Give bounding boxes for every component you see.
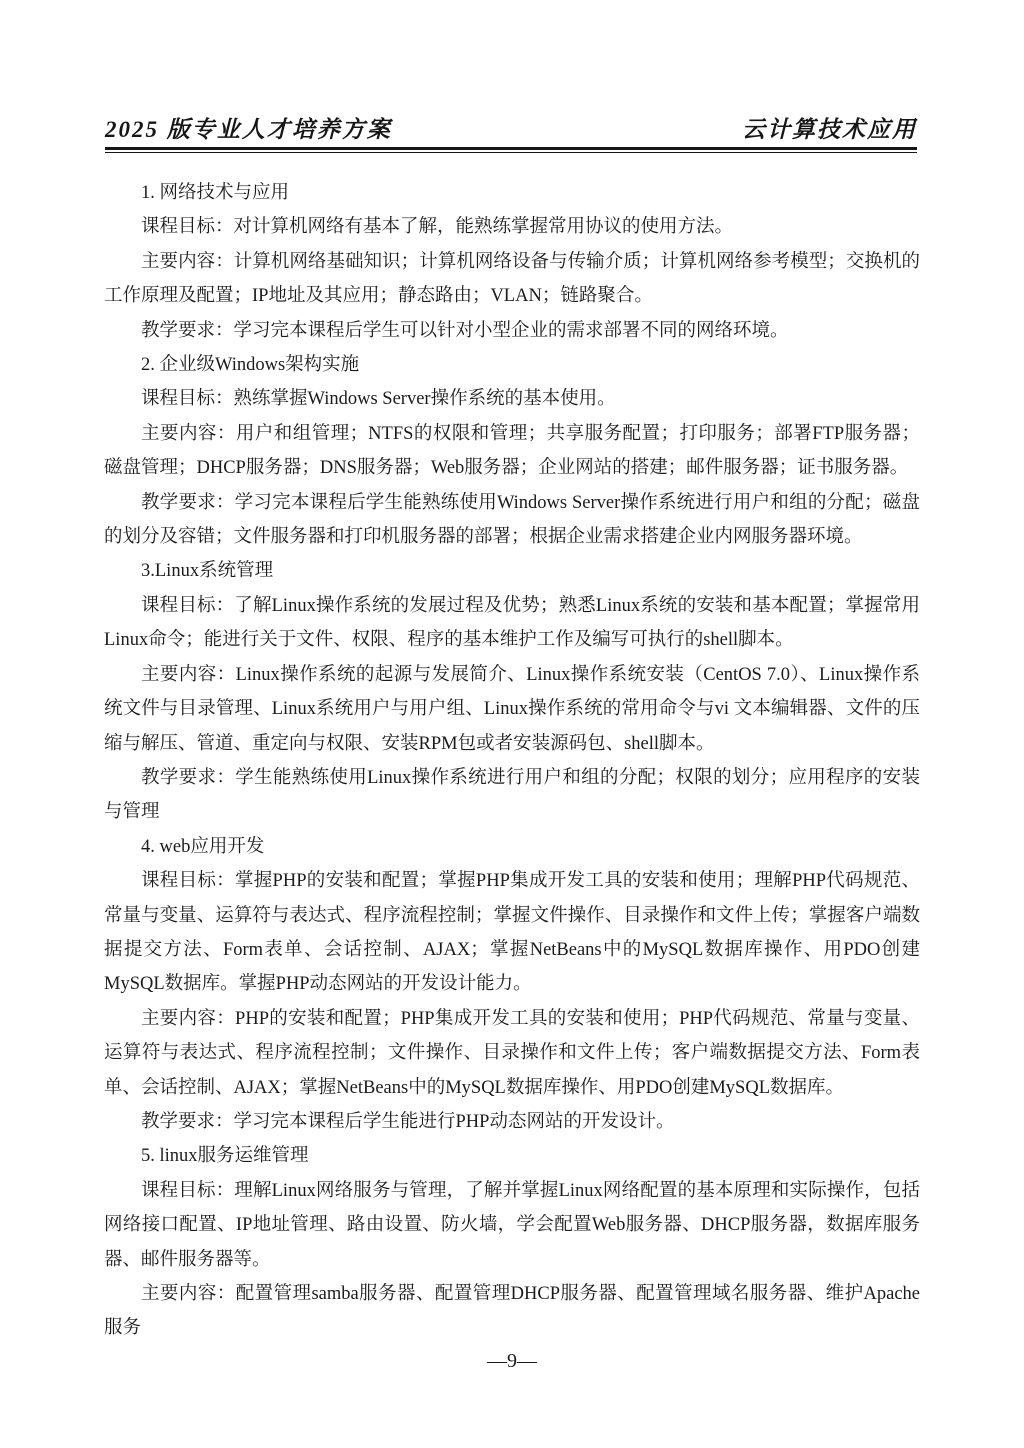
paragraph: 教学要求：学生能熟练使用Linux操作系统进行用户和组的分配；权限的划分；应用程序的安装与管理 [104,767,920,823]
paragraph: 主要内容：配置管理samba服务器、配置管理DHCP服务器、配置管理域名服务器、维护Apache服务 [104,1284,920,1339]
page-header [105,116,917,143]
paragraph: 教学要求：学习完本课程后学生能熟练使用Windows Server操作系统进行用户和组的分配；磁盘的划分及容错；文件服务器和打印机服务器的部署；根据企业需求搭建企业内网服务器环境。 [104,492,920,548]
section-heading: 5. linux服务运维管理 [141,1146,309,1167]
header-left-title: 2025 版专业人才培养方案 [105,117,392,142]
paragraph: 课程目标：熟练掌握Windows Server操作系统的基本使用。 [141,389,616,410]
paragraph: 课程目标：了解Linux操作系统的发展过程及优势；熟悉Linux系统的安装和基本配置；掌握常用Linux命令；能进行关于文件、权限、程序的基本维护工作及编写可执行的shell脚本。 [104,595,920,651]
paragraph: 主要内容：Linux操作系统的起源与发展简介、Linux操作系统安装（CentOS 7.0）、Linux操作系统文件与目录管理、Linux系统用户与用户组、Linux操作系统的常用命令与vi 文本编辑器、文件的压缩与解压、管道、重定向与权限、安装RPM包或者安装源码包、shell脚本。 [104,664,920,754]
section-heading: 4. web应用开发 [141,836,265,857]
section-heading: 3.Linux系统管理 [141,561,274,582]
paragraph: 课程目标：理解Linux网络服务与管理，了解并掌握Linux网络配置的基本原理和实际操作，包括网络接口配置、IP地址管理、路由设置、防火墙，学会配置Web服务器、DHCP服务器，数据库服务器、邮件服务器等。 [104,1180,920,1270]
page-number: —9— [487,1350,537,1372]
paragraph: 教学要求：学习完本课程后学生可以针对小型企业的需求部署不同的网络环境。 [141,320,789,341]
paragraph: 主要内容：计算机网络基础知识；计算机网络设备与传输介质；计算机网络参考模型；交换机的工作原理及配置；IP地址及其应用；静态路由；VLAN；链路聚合。 [104,251,920,307]
paragraph: 教学要求：学习完本课程后学生能进行PHP动态网站的开发设计。 [141,1111,675,1132]
header-right-title: 云计算技术应用 [742,117,917,142]
paragraph: 主要内容：用户和组管理；NTFS的权限和管理；共享服务配置；打印服务；部署FTP服务器；磁盘管理；DHCP服务器；DNS服务器；Web服务器；企业网站的搭建；邮件服务器；证书服务器。 [104,423,920,479]
section-heading: 2. 企业级Windows架构实施 [141,355,360,376]
header-divider-rule [105,147,917,153]
document-body [104,176,920,1346]
section-heading: 1. 网络技术与应用 [141,183,290,203]
paragraph: 课程目标：对计算机网络有基本了解，能熟练掌握常用协议的使用方法。 [141,217,734,238]
page-footer [0,1348,1024,1374]
paragraph: 主要内容：PHP的安装和配置；PHP集成开发工具的安装和使用；PHP代码规范、常量与变量、运算符与表达式、程序流程控制；文件操作、目录操作和文件上传；客户端数据提交方法、Form表单、会话控制、AJAX；掌握NetBeans中的MySQL数据库操作、用PDO创建MySQL数据库。 [104,1008,920,1098]
paragraph: 课程目标：掌握PHP的安装和配置；掌握PHP集成开发工具的安装和使用；理解PHP代码规范、常量与变量、运算符与表达式、程序流程控制；掌握文件操作、目录操作和文件上传；掌握客户端数据提交方法、Form表单、会话控制、AJAX；掌握NetBeans中的MySQL数据库操作、用PDO创建MySQL数据库。掌握PHP动态网站的开发设计能力。 [104,871,920,995]
